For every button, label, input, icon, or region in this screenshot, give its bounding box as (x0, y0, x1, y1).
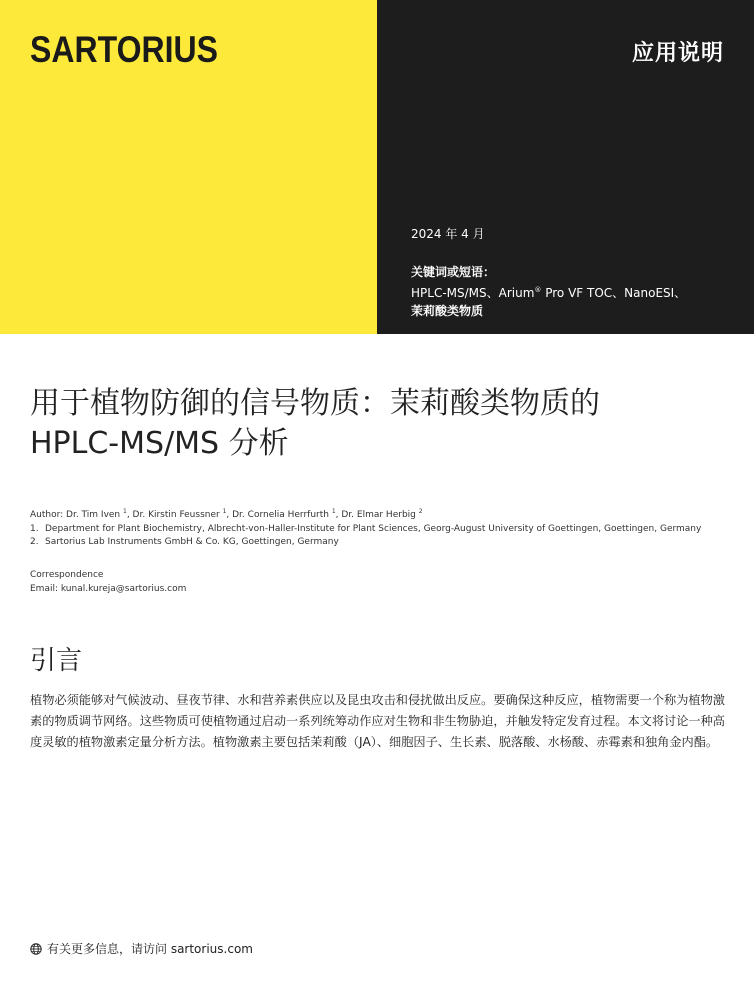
dark-panel (377, 0, 754, 334)
keywords-line-1 (411, 281, 731, 302)
correspondence-email[interactable]: Email: kunal.kureja@sartorius.com (30, 583, 187, 594)
author-2-sup: 1 (222, 508, 227, 515)
author-1: Author: Dr. Tim Iven (30, 510, 123, 520)
footer (30, 940, 253, 957)
keywords-text-a: HPLC-MS/MS、Arium (411, 286, 535, 300)
keywords-text-b: Pro VF TOC、NanoESI、 (541, 286, 687, 300)
cover-band (0, 0, 754, 334)
intro-heading: 引言 (30, 646, 83, 676)
author-3: , Dr. Cornelia Herrfurth (226, 510, 332, 520)
yellow-panel (0, 0, 377, 334)
publication-date: 2024 年 4 月 (411, 227, 485, 241)
author-2: , Dr. Kirstin Feussner (126, 510, 223, 520)
author-4-sup: 2 (418, 508, 423, 515)
intro-paragraph: 植物必须能够对气候波动、昼夜节律、水和营养素供应以及昆虫攻击和侵扰做出反应。要确保这种反应，植物需要一个称为植物激素的物质调节网络。这些物质可使植物通过启动一系列统筹动作应对生物和非生物胁迫，并触发特定发育过程。本文将讨论一种高度灵敏的植物激素定量分析方法。植物激素主要包括茉莉酸（JA）、细胞因子、生长素、脱落酸、水杨酸、赤霉素和独角金内酯。 (30, 693, 725, 749)
keywords-title: 关键词或短语： (411, 265, 496, 279)
keywords-block (411, 263, 731, 320)
document-title (30, 384, 730, 464)
sartorius-logo (30, 30, 220, 70)
keywords-line-2: 茉莉酸类物质 (411, 304, 484, 318)
author-3-sup: 1 (331, 508, 336, 515)
author-4: , Dr. Elmar Herbig (335, 510, 419, 520)
affiliation-1 (30, 523, 730, 537)
footer-link[interactable]: 有关更多信息，请访问 sartorius.com (47, 942, 253, 956)
registered-mark: ® (534, 286, 542, 294)
title-line-2: HPLC-MS/MS 分析 (30, 426, 289, 461)
doc-type-label: 应用说明 (631, 41, 724, 66)
author-line (30, 505, 730, 523)
affiliation-1-num: 1. (30, 523, 39, 534)
affiliation-2-num: 2. (30, 537, 39, 547)
title-line-1: 用于植物防御的信号物质：茉莉酸类物质的 (30, 386, 600, 421)
authors-block (30, 505, 730, 550)
affiliation-2-text: Sartorius Lab Instruments GmbH & Co. KG, Goettingen, Germany (45, 537, 339, 547)
correspondence-label: Correspondence (30, 570, 104, 580)
globe-icon (30, 943, 42, 955)
logo-text: SARTORIUS (30, 29, 218, 70)
affiliation-1-text: Department for Plant Biochemistry, Albrecht-von-Haller-Institute for Plant Sciences, Georg-August University of Goettingen, Goettingen, Germany (45, 523, 702, 534)
affiliation-2 (30, 536, 730, 550)
correspondence-block (30, 569, 186, 596)
author-1-sup: 1 (123, 508, 127, 515)
